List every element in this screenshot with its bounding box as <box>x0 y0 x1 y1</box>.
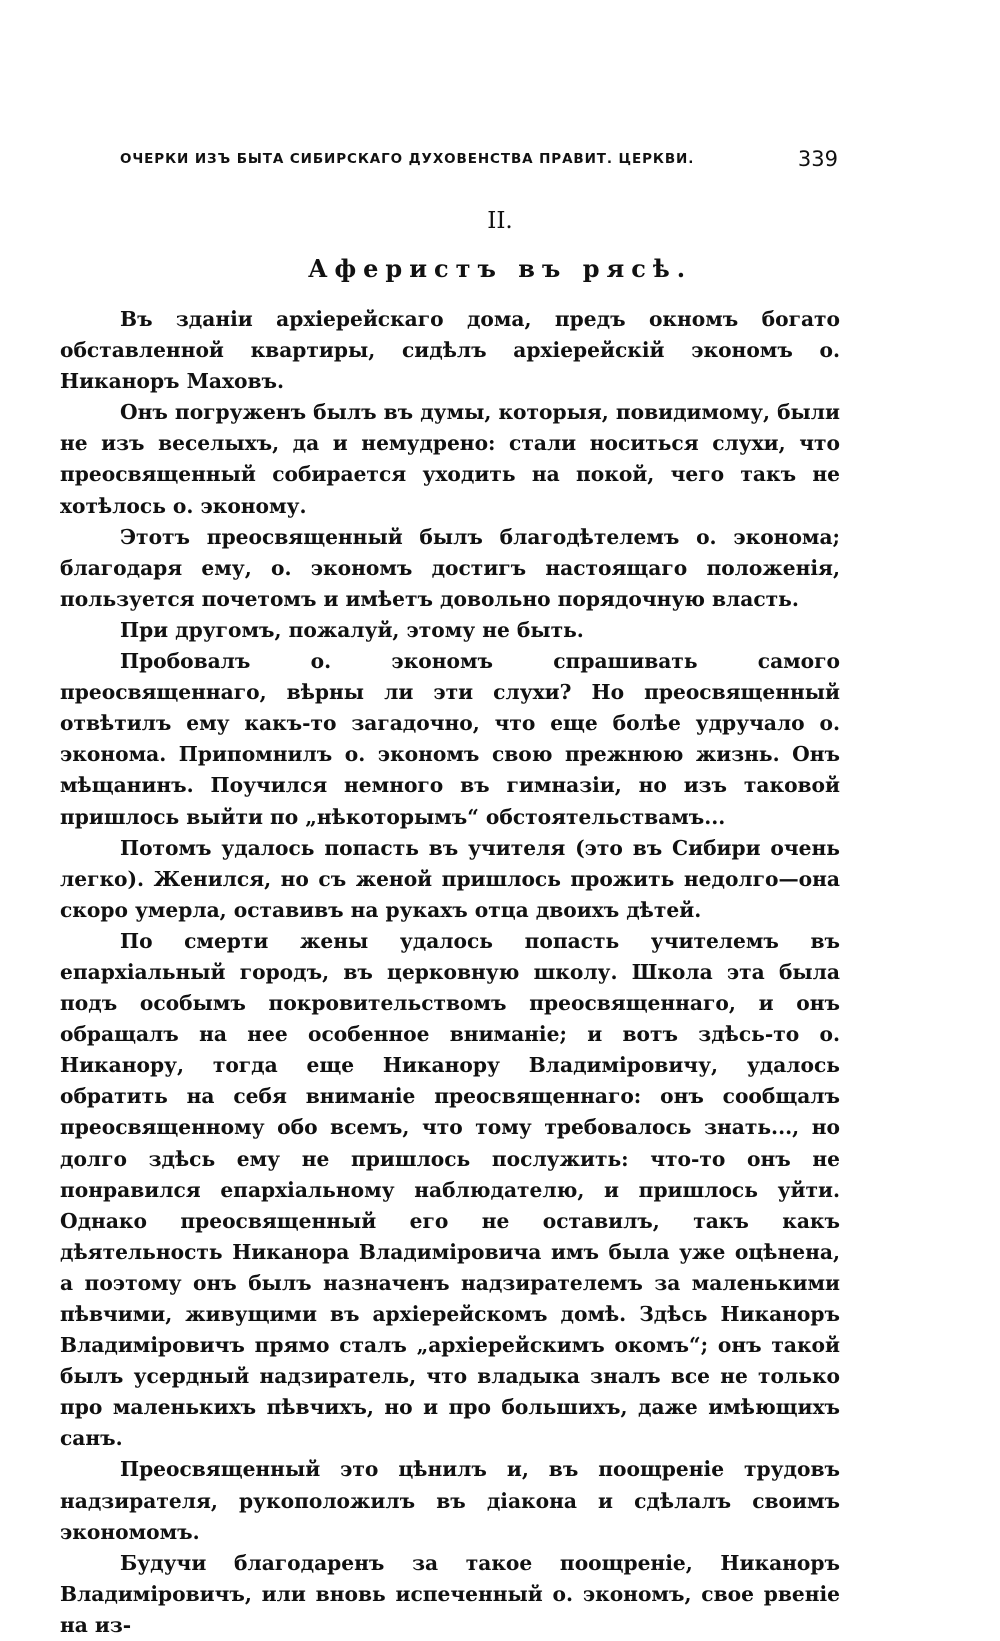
paragraph: Онъ погруженъ былъ въ думы, которыя, повидимому, были не изъ веселыхъ, да и немудрено: стали носиться слухи, что преосвященный собирается уходить на покой, чего такъ не хотѣлось о. эконому. <box>60 400 840 518</box>
paragraph: Преосвященный это цѣнилъ и, въ поощреніе трудовъ надзирателя, рукоположилъ въ діакона и сдѣлалъ своимъ экономомъ. <box>60 1457 840 1544</box>
paragraph: Пробовалъ о. экономъ спрашивать самого преосвященнаго, вѣрны ли эти слухи? Но преосвященный отвѣтилъ ему какъ-то загадочно, что еще болѣе удручало о. эконома. Припомнилъ о. экономъ свою прежнюю жизнь. Онъ мѣщанинъ. Поучился немного въ гимназіи, но изъ таковой пришлось выйти по „нѣкоторымъ“ обстоятельствамъ... <box>60 649 840 829</box>
paragraph: При другомъ, пожалуй, этому не быть. <box>120 617 584 642</box>
section-number: II. <box>487 208 513 234</box>
running-head <box>120 147 838 177</box>
page-number: 339 <box>797 147 838 171</box>
running-title: ОЧЕРКИ ИЗЪ БЫТА СИБИРСКАГО ДУХОВЕНСТВА ПРАВИТ. ЦЕРКВИ. <box>120 151 695 167</box>
paragraph: По смерти жены удалось попасть учителемъ въ епархіальный городъ, въ церковную школу. Школа эта была подъ особымъ покровительствомъ преосвященнаго, и онъ обращалъ на нее особенное вниманіе; и вотъ здѣсь-то о. Никанору, тогда еще Никанору Владиміровичу, удалось обратить на себя вниманіе преосвященнаго: онъ сообщалъ преосвященному обо всемъ, что тому требовалось знать..., но долго здѣсь ему не пришлось послужить: что-то онъ не понравился епархіальному наблюдателю, и пришлось уйти. Однако преосвященный его не оставилъ, такъ какъ дѣятельность Никанора Владиміровича имъ была уже оцѣнена, а поэтому онъ былъ назначенъ надзирателемъ за маленькими пѣвчими, живущими въ архіерейскомъ домѣ. Здѣсь Никаноръ Владиміровичъ прямо сталъ „архіерейскимъ окомъ“; онъ такой былъ усердный надзиратель, что владыка зналъ все не только про маленькихъ пѣвчихъ, но и про большихъ, даже имѣющихъ санъ. <box>60 928 840 1451</box>
chapter-title: Аферистъ въ рясѣ. <box>307 254 693 283</box>
paragraph: Въ зданіи архіерейскаго дома, предъ окномъ богато обставленной квартиры, сидѣлъ архіерейскій экономъ о. Никаноръ Маховъ. <box>60 307 840 394</box>
paragraph: Этотъ преосвященный былъ благодѣтелемъ о. эконома; благодаря ему, о. экономъ достигъ настоящаго положенія, пользуется почетомъ и имѣетъ довольно порядочную власть. <box>60 524 840 611</box>
paragraph: Будучи благодаренъ за такое поощреніе, Никаноръ Владиміровичъ, или вновь испеченный о. экономъ, свое рвеніе на из- <box>60 1550 840 1637</box>
paragraph: Потомъ удалось попасть въ учителя (это въ Сибири очень легко). Женился, но съ женой пришлось прожить недолго—она скоро умерла, оставивъ на рукахъ отца двоихъ дѣтей. <box>60 835 840 922</box>
body-text <box>60 304 840 1641</box>
